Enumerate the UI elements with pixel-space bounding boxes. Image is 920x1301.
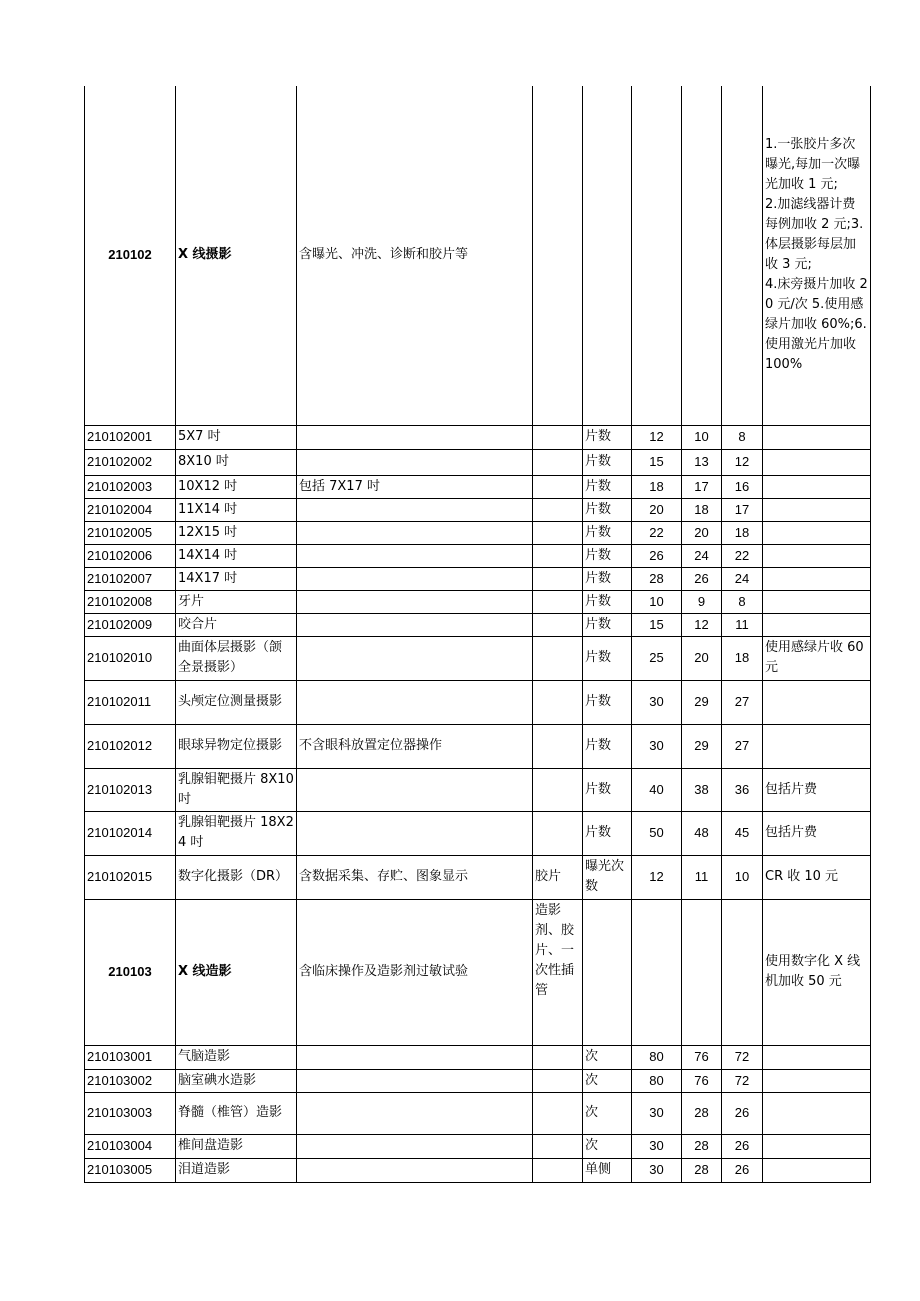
note-cell	[763, 544, 871, 567]
table-row	[85, 855, 871, 899]
name-cell: 5X7 吋	[176, 425, 297, 449]
price-level-2-cell: 28	[682, 1158, 722, 1182]
price-level-1-cell: 80	[632, 1069, 682, 1092]
price-level-3-cell: 8	[722, 425, 763, 449]
unit-cell: 次	[583, 1045, 632, 1069]
price-level-2-cell: 48	[682, 811, 722, 855]
excluded-cell	[533, 636, 583, 680]
price-level-3-cell: 27	[722, 680, 763, 724]
price-level-1-cell	[632, 899, 682, 1045]
unit-cell: 片数	[583, 811, 632, 855]
price-level-2-cell: 28	[682, 1134, 722, 1158]
note-cell: 1.一张胶片多次曝光,每加一次曝光加收 1 元; 2.加滤线器计费每例加收 2 元;3. 体层摄影每层加收 3 元; 4.床旁摄片加收 20 元/次 5.使用感绿片加收 60%;6. 使用激光片加收 100%	[763, 86, 871, 425]
name-cell: X 线摄影	[176, 86, 297, 425]
name-cell: 椎间盘造影	[176, 1134, 297, 1158]
excluded-cell	[533, 1158, 583, 1182]
note-cell	[763, 613, 871, 636]
content-cell	[297, 425, 533, 449]
fee-table-body	[85, 86, 871, 1182]
code-cell: 210102003	[85, 475, 176, 498]
price-level-3-cell: 26	[722, 1158, 763, 1182]
price-level-2-cell: 26	[682, 567, 722, 590]
table-row	[85, 613, 871, 636]
content-cell	[297, 636, 533, 680]
price-level-1-cell: 26	[632, 544, 682, 567]
price-level-3-cell: 72	[722, 1069, 763, 1092]
excluded-cell	[533, 521, 583, 544]
code-cell: 210103003	[85, 1092, 176, 1134]
excluded-cell	[533, 1092, 583, 1134]
name-cell: 眼球异物定位摄影	[176, 724, 297, 768]
price-level-1-cell: 18	[632, 475, 682, 498]
note-cell: 使用感绿片收 60 元	[763, 636, 871, 680]
price-level-3-cell: 27	[722, 724, 763, 768]
code-cell: 210102002	[85, 449, 176, 475]
content-cell: 包括 7X17 吋	[297, 475, 533, 498]
price-level-1-cell: 50	[632, 811, 682, 855]
excluded-cell	[533, 425, 583, 449]
price-level-3-cell: 8	[722, 590, 763, 613]
excluded-cell	[533, 590, 583, 613]
unit-cell: 曝光次数	[583, 855, 632, 899]
note-cell	[763, 425, 871, 449]
price-level-2-cell: 9	[682, 590, 722, 613]
name-cell: 14X17 吋	[176, 567, 297, 590]
unit-cell: 片数	[583, 498, 632, 521]
price-level-1-cell: 15	[632, 449, 682, 475]
price-level-1-cell: 25	[632, 636, 682, 680]
name-cell: 12X15 吋	[176, 521, 297, 544]
content-cell: 含曝光、冲洗、诊断和胶片等	[297, 86, 533, 425]
price-level-3-cell: 26	[722, 1092, 763, 1134]
code-cell: 210102012	[85, 724, 176, 768]
price-level-3-cell: 24	[722, 567, 763, 590]
price-level-1-cell: 12	[632, 855, 682, 899]
note-cell	[763, 1158, 871, 1182]
name-cell: 脊髓（椎管）造影	[176, 1092, 297, 1134]
code-cell: 210102005	[85, 521, 176, 544]
price-level-1-cell: 30	[632, 724, 682, 768]
content-cell	[297, 811, 533, 855]
name-cell: 乳腺钼靶摄片 8X10 吋	[176, 768, 297, 811]
excluded-cell	[533, 1069, 583, 1092]
unit-cell: 单侧	[583, 1158, 632, 1182]
code-cell: 210103001	[85, 1045, 176, 1069]
note-cell	[763, 680, 871, 724]
code-cell: 210103005	[85, 1158, 176, 1182]
excluded-cell	[533, 680, 583, 724]
unit-cell: 片数	[583, 636, 632, 680]
content-cell: 不含眼科放置定位器操作	[297, 724, 533, 768]
table-row	[85, 724, 871, 768]
table-row	[85, 636, 871, 680]
note-cell: 包括片费	[763, 768, 871, 811]
code-cell: 210102001	[85, 425, 176, 449]
note-cell	[763, 498, 871, 521]
excluded-cell	[533, 544, 583, 567]
excluded-cell	[533, 724, 583, 768]
name-cell: X 线造影	[176, 899, 297, 1045]
name-cell: 牙片	[176, 590, 297, 613]
unit-cell: 片数	[583, 613, 632, 636]
price-level-3-cell: 26	[722, 1134, 763, 1158]
price-level-2-cell: 11	[682, 855, 722, 899]
price-level-1-cell: 40	[632, 768, 682, 811]
code-cell: 210102014	[85, 811, 176, 855]
note-cell	[763, 1134, 871, 1158]
content-cell	[297, 449, 533, 475]
unit-cell: 片数	[583, 475, 632, 498]
excluded-cell	[533, 811, 583, 855]
table-row	[85, 680, 871, 724]
table-row	[85, 1045, 871, 1069]
price-level-2-cell: 17	[682, 475, 722, 498]
price-level-1-cell: 22	[632, 521, 682, 544]
content-cell: 含临床操作及造影剂过敏试验	[297, 899, 533, 1045]
note-cell	[763, 475, 871, 498]
excluded-cell	[533, 475, 583, 498]
content-cell	[297, 1045, 533, 1069]
price-level-2-cell: 29	[682, 680, 722, 724]
unit-cell: 片数	[583, 567, 632, 590]
excluded-cell	[533, 1045, 583, 1069]
price-level-2-cell	[682, 899, 722, 1045]
name-cell: 曲面体层摄影（颌全景摄影）	[176, 636, 297, 680]
unit-cell: 片数	[583, 544, 632, 567]
code-cell: 210102010	[85, 636, 176, 680]
table-row	[85, 590, 871, 613]
price-level-1-cell: 20	[632, 498, 682, 521]
table-row	[85, 475, 871, 498]
price-level-2-cell: 18	[682, 498, 722, 521]
price-level-3-cell: 17	[722, 498, 763, 521]
code-cell: 210102004	[85, 498, 176, 521]
name-cell: 10X12 吋	[176, 475, 297, 498]
code-cell: 210102008	[85, 590, 176, 613]
name-cell: 头颅定位测量摄影	[176, 680, 297, 724]
note-cell	[763, 521, 871, 544]
code-cell: 210103	[85, 899, 176, 1045]
name-cell: 14X14 吋	[176, 544, 297, 567]
note-cell	[763, 1092, 871, 1134]
price-level-3-cell: 11	[722, 613, 763, 636]
price-level-3-cell: 16	[722, 475, 763, 498]
content-cell	[297, 544, 533, 567]
price-level-1-cell: 15	[632, 613, 682, 636]
price-level-3-cell: 12	[722, 449, 763, 475]
price-level-1-cell: 12	[632, 425, 682, 449]
name-cell: 咬合片	[176, 613, 297, 636]
content-cell	[297, 613, 533, 636]
code-cell: 210102007	[85, 567, 176, 590]
unit-cell	[583, 899, 632, 1045]
table-row	[85, 1158, 871, 1182]
price-level-2-cell: 20	[682, 521, 722, 544]
table-row	[85, 1069, 871, 1092]
excluded-cell	[533, 86, 583, 425]
note-cell	[763, 1045, 871, 1069]
price-level-2-cell: 24	[682, 544, 722, 567]
excluded-cell: 造影剂、胶片、一次性插管	[533, 899, 583, 1045]
name-cell: 数字化摄影（DR）	[176, 855, 297, 899]
unit-cell: 片数	[583, 680, 632, 724]
unit-cell: 片数	[583, 590, 632, 613]
table-row	[85, 449, 871, 475]
code-cell: 210103002	[85, 1069, 176, 1092]
unit-cell: 片数	[583, 449, 632, 475]
content-cell	[297, 590, 533, 613]
excluded-cell	[533, 498, 583, 521]
code-cell: 210102006	[85, 544, 176, 567]
price-level-3-cell	[722, 899, 763, 1045]
excluded-cell	[533, 768, 583, 811]
price-level-1-cell: 30	[632, 1134, 682, 1158]
note-cell	[763, 724, 871, 768]
table-row	[85, 425, 871, 449]
content-cell	[297, 498, 533, 521]
table-row	[85, 1134, 871, 1158]
table-row	[85, 498, 871, 521]
unit-cell: 片数	[583, 724, 632, 768]
content-cell	[297, 1134, 533, 1158]
note-cell: 包括片费	[763, 811, 871, 855]
price-level-2-cell	[682, 86, 722, 425]
price-level-3-cell: 45	[722, 811, 763, 855]
unit-cell: 片数	[583, 768, 632, 811]
price-level-1-cell: 30	[632, 1158, 682, 1182]
table-row	[85, 521, 871, 544]
code-cell: 210102015	[85, 855, 176, 899]
code-cell: 210102	[85, 86, 176, 425]
unit-cell: 次	[583, 1092, 632, 1134]
excluded-cell	[533, 613, 583, 636]
name-cell: 气脑造影	[176, 1045, 297, 1069]
name-cell: 乳腺钼靶摄片 18X24 吋	[176, 811, 297, 855]
price-level-3-cell: 36	[722, 768, 763, 811]
excluded-cell	[533, 567, 583, 590]
price-level-3-cell: 10	[722, 855, 763, 899]
unit-cell	[583, 86, 632, 425]
code-cell: 210102009	[85, 613, 176, 636]
note-cell: CR 收 10 元	[763, 855, 871, 899]
table-row	[85, 899, 871, 1045]
price-level-3-cell: 18	[722, 521, 763, 544]
price-level-1-cell: 10	[632, 590, 682, 613]
price-level-1-cell: 30	[632, 680, 682, 724]
note-cell	[763, 449, 871, 475]
excluded-cell	[533, 449, 583, 475]
unit-cell: 片数	[583, 521, 632, 544]
price-level-2-cell: 28	[682, 1092, 722, 1134]
table-row	[85, 567, 871, 590]
note-cell	[763, 1069, 871, 1092]
note-cell	[763, 567, 871, 590]
price-level-2-cell: 38	[682, 768, 722, 811]
code-cell: 210103004	[85, 1134, 176, 1158]
name-cell: 脑室碘水造影	[176, 1069, 297, 1092]
excluded-cell: 胶片	[533, 855, 583, 899]
table-row	[85, 768, 871, 811]
price-level-1-cell: 30	[632, 1092, 682, 1134]
name-cell: 11X14 吋	[176, 498, 297, 521]
price-level-3-cell: 18	[722, 636, 763, 680]
price-level-2-cell: 12	[682, 613, 722, 636]
content-cell	[297, 680, 533, 724]
price-level-2-cell: 76	[682, 1069, 722, 1092]
unit-cell: 次	[583, 1069, 632, 1092]
note-cell: 使用数字化 X 线机加收 50 元	[763, 899, 871, 1045]
note-cell	[763, 590, 871, 613]
table-row	[85, 1092, 871, 1134]
content-cell	[297, 768, 533, 811]
price-level-2-cell: 10	[682, 425, 722, 449]
code-cell: 210102011	[85, 680, 176, 724]
fee-table	[84, 86, 871, 1183]
price-level-1-cell: 80	[632, 1045, 682, 1069]
name-cell: 泪道造影	[176, 1158, 297, 1182]
unit-cell: 片数	[583, 425, 632, 449]
name-cell: 8X10 吋	[176, 449, 297, 475]
table-row	[85, 811, 871, 855]
price-level-2-cell: 76	[682, 1045, 722, 1069]
table-row	[85, 544, 871, 567]
price-level-3-cell: 22	[722, 544, 763, 567]
content-cell: 含数据采集、存贮、图象显示	[297, 855, 533, 899]
content-cell	[297, 1092, 533, 1134]
price-level-3-cell: 72	[722, 1045, 763, 1069]
price-level-2-cell: 29	[682, 724, 722, 768]
table-row	[85, 86, 871, 425]
price-level-2-cell: 20	[682, 636, 722, 680]
code-cell: 210102013	[85, 768, 176, 811]
price-level-2-cell: 13	[682, 449, 722, 475]
content-cell	[297, 1158, 533, 1182]
price-level-1-cell	[632, 86, 682, 425]
unit-cell: 次	[583, 1134, 632, 1158]
price-level-3-cell	[722, 86, 763, 425]
content-cell	[297, 521, 533, 544]
content-cell	[297, 1069, 533, 1092]
content-cell	[297, 567, 533, 590]
price-level-1-cell: 28	[632, 567, 682, 590]
excluded-cell	[533, 1134, 583, 1158]
